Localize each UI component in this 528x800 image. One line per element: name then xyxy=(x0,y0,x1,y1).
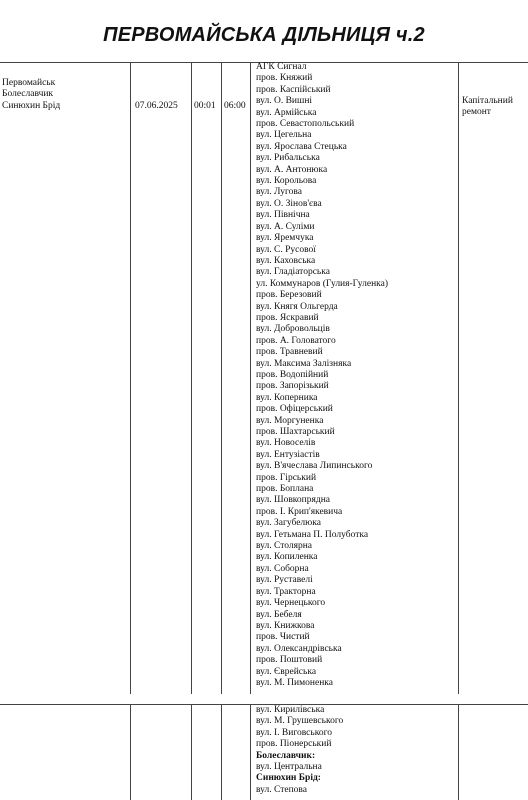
address-item: вул. А. Антонюка xyxy=(256,164,328,175)
address-item: вул. Ярослава Стецька xyxy=(256,141,347,152)
address-item: вул. Добровольців xyxy=(256,324,330,335)
address-item: вул. М. Пимоненка xyxy=(256,677,333,688)
address-item: вул. Максима Залізняка xyxy=(256,358,352,369)
address-item: вул. Лугова xyxy=(256,187,302,198)
address-item: вул. Коперника xyxy=(256,392,318,403)
address-item: пров. Боплана xyxy=(256,484,314,495)
address-item: вул. Ентузіастів xyxy=(256,449,320,460)
locality-heading: Синюхин Брід: xyxy=(256,773,321,784)
address-list xyxy=(256,705,343,796)
address-item: пров. Каспійський xyxy=(256,84,331,95)
address-item: вул. Армійська xyxy=(256,107,317,118)
address-item: вул. М. Грушевського xyxy=(256,716,344,727)
address-item: вул. В'ячеслава Липинського xyxy=(256,461,373,472)
outage-table-block-2 xyxy=(0,704,528,800)
address-list xyxy=(256,62,388,689)
locality-cell xyxy=(2,78,128,112)
address-item: вул. Шовкопрядна xyxy=(256,495,331,506)
address-item: АГК Сигнал xyxy=(256,62,307,72)
address-item: вул. Яремчука xyxy=(256,233,314,244)
address-item: пров. Травневий xyxy=(256,347,323,358)
address-item: вул. С. Русової xyxy=(256,244,316,255)
address-item xyxy=(256,773,343,784)
address-item: вул. О. Зінов'єва xyxy=(256,198,322,209)
column-divider xyxy=(221,704,222,800)
reason-cell xyxy=(462,96,526,119)
column-divider xyxy=(250,704,251,800)
address-item xyxy=(256,751,343,762)
address-item: вул. Тракторна xyxy=(256,586,316,597)
column-divider xyxy=(191,704,192,800)
address-item: пров. Княжий xyxy=(256,73,313,84)
address-item: вул. Каховська xyxy=(256,255,316,266)
address-item: пров. Піонерський xyxy=(256,739,332,750)
address-item: вул. О. Вишні xyxy=(256,96,313,107)
address-item: вул. Загубелюка xyxy=(256,518,321,529)
address-item: вул. І. Виговського xyxy=(256,727,332,738)
reason-text: Капітальний xyxy=(462,96,513,106)
address-item: пров. Березовий xyxy=(256,290,322,301)
address-item: вул. Центральна xyxy=(256,762,322,773)
address-item: пров. Водопійний xyxy=(256,369,329,380)
address-item: пров. Шахтарський xyxy=(256,427,335,437)
address-item: пров. Офіцерський xyxy=(256,404,333,415)
address-item: вул. А. Суліми xyxy=(256,221,315,232)
locality-name: Болеславчик xyxy=(2,89,54,100)
column-divider xyxy=(458,704,459,800)
locality-name: Первомайськ xyxy=(2,78,56,88)
column-divider xyxy=(221,62,222,694)
address-item: вул. Княгя Ольгерда xyxy=(256,301,338,312)
locality-heading: Болеславчик: xyxy=(256,750,316,761)
address-item: вул. Новоселів xyxy=(256,438,316,449)
address-item: пров. А. Головатого xyxy=(256,335,336,346)
column-divider xyxy=(250,62,251,694)
address-item: пров. Севастопольський xyxy=(256,119,355,130)
address-item: вул. Північна xyxy=(256,210,310,221)
address-item: вул. Бебеля xyxy=(256,609,302,620)
address-item: вул. Єврейська xyxy=(256,666,317,677)
time-to: 06:00 xyxy=(224,101,246,111)
address-item: вул. Цегельна xyxy=(256,130,312,141)
time-from: 00:01 xyxy=(194,101,216,111)
outage-table-block-1 xyxy=(0,62,528,694)
address-item: вул. Руставелі xyxy=(256,575,313,586)
address-item: вул. Степова xyxy=(256,784,307,795)
address-item: вул. Гетьмана П. Полуботка xyxy=(256,529,369,540)
address-item: пров. Чистий xyxy=(256,632,310,643)
address-item: пров. Гірський xyxy=(256,472,317,483)
address-item: вул. Моргуненка xyxy=(256,415,324,426)
outage-date: 07.06.2025 xyxy=(135,101,178,111)
address-item: вул. Соборна xyxy=(256,563,309,574)
column-divider xyxy=(458,62,459,694)
address-item: вул. Олександрівська xyxy=(256,643,342,654)
column-divider xyxy=(130,704,131,800)
address-item: пров. Яскравий xyxy=(256,312,319,323)
address-item: ул. Коммунаров (Гулия-Гуленка) xyxy=(256,278,389,289)
address-item: пров. Поштовий xyxy=(256,655,323,666)
address-item: вул. Кирилівська xyxy=(256,705,325,715)
column-divider xyxy=(130,62,131,694)
address-item: пров. І. Крип'якевича xyxy=(256,506,343,517)
locality-name: Синюхин Брід xyxy=(2,100,61,111)
address-item: вул. Рибальська xyxy=(256,153,320,164)
page-title: ПЕРВОМАЙСЬКА ДІЛЬНИЦЯ ч.2 xyxy=(103,24,425,46)
address-item: вул. Копиленка xyxy=(256,552,318,563)
address-item: вул. Гладіаторська xyxy=(256,267,330,278)
address-item: вул. Чернецького xyxy=(256,598,326,609)
column-divider xyxy=(191,62,192,694)
address-item: вул. Столярна xyxy=(256,541,313,552)
address-item: вул. Книжкова xyxy=(256,620,315,631)
reason-text: ремонт xyxy=(462,107,491,118)
address-item: пров. Запорізький xyxy=(256,381,329,392)
address-item: вул. Корольова xyxy=(256,176,317,187)
